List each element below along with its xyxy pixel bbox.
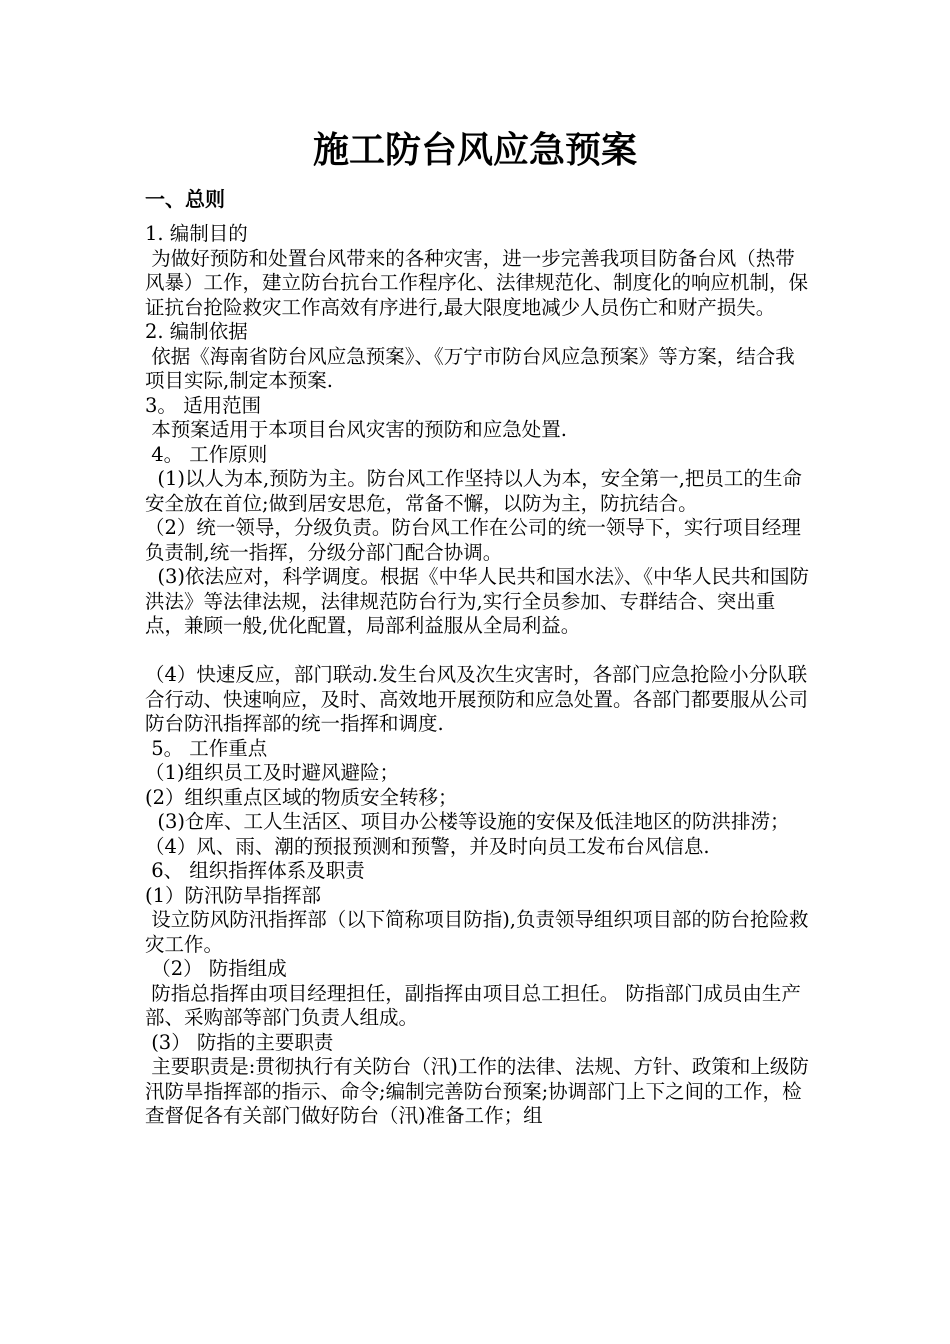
- paragraph: （4）快速反应，部门联动.发生台风及次生灾害时，各部门应急抢险小分队联合行动、快速响应，及时、高效地开展预防和应急处置。各部门都要服从公司防台防汛指挥部的统一指挥和调度.: [145, 663, 809, 735]
- paragraph: (2）组织重点区域的物质安全转移；: [145, 785, 458, 809]
- paragraph: （2） 防指组成: [145, 957, 287, 980]
- section-heading: 一、总则: [145, 187, 225, 211]
- paragraph: 4。 工作原则: [145, 442, 268, 466]
- paragraph: 主要职责是:贯彻执行有关防台（汛)工作的法律、法规、方针、政策和上级防汛防旱指挥部的指示、命令;编制完善防台预案;协调部门上下之间的工作，检查督促各有关部门做好防台（汛)准备工作；组: [145, 1055, 809, 1127]
- paragraph: (3） 防指的主要职责: [145, 1030, 334, 1054]
- paragraph: 2. 编制依据: [145, 320, 248, 343]
- paragraph: 为做好预防和处置台风带来的各种灾害，进一步完善我项目防备台风（热带风暴）工作，建立防台抗台工作程序化、法律规范化、制度化的响应机制，保证抗台抢险救灾工作高效有序进行,最大限度地减少人员伤亡和财产损失。: [145, 246, 809, 319]
- paragraph: （1)组织员工及时避风避险；: [145, 761, 400, 784]
- paragraph: 1. 编制目的: [145, 222, 248, 245]
- paragraph: (1)以人为本,预防为主。防台风工作坚持以人为本，安全第一,把员工的生命安全放在首位;做到居安思危，常备不懈，以防为主，防抗结合。: [145, 467, 802, 515]
- paragraph: (3)仓库、工人生活区、项目办公楼等设施的安保及低洼地区的防洪排涝；: [145, 810, 790, 833]
- paragraph: （4）风、雨、潮的预报预测和预警，并及时向员工发布台风信息.: [145, 834, 710, 858]
- paragraph: 本预案适用于本项目台风灾害的预防和应急处置.: [145, 418, 567, 441]
- paragraph: 防指总指挥由项目经理担任，副指挥由项目总工担任。 防指部门成员由生产部、采购部等部门负责人组成。: [145, 981, 801, 1029]
- paragraph: 6、 组织指挥体系及职责: [145, 859, 365, 882]
- paragraph: （2）统一领导，分级负责。防台风工作在公司的统一领导下，实行项目经理负责制,统一指挥，分级分部门配合协调。: [145, 516, 801, 564]
- paragraph: 设立防风防汛指挥部（以下简称项目防指),负责领导组织项目部的防台抢险救灾工作。: [145, 908, 809, 956]
- paragraph: (3)依法应对，科学调度。根据《中华人民共和国水法》、《中华人民共和国防洪法》等法律法规，法律规范防台行为,实行全员参加、专群结合、突出重点，兼顾一般,优化配置，局部利益服从全局利益。: [145, 565, 810, 637]
- document-body: [145, 222, 810, 1129]
- document-title: 施工防台风应急预案: [312, 129, 637, 171]
- paragraph: 5。 工作重点: [145, 736, 268, 760]
- paragraph: (1）防汛防旱指挥部: [145, 883, 322, 907]
- paragraph: 3。 适用范围: [145, 393, 262, 417]
- blank-line: [145, 639, 810, 664]
- paragraph: 依据《海南省防台风应急预案》、《万宁市防台风应急预案》等方案，结合我项目实际,制定本预案.: [145, 344, 795, 392]
